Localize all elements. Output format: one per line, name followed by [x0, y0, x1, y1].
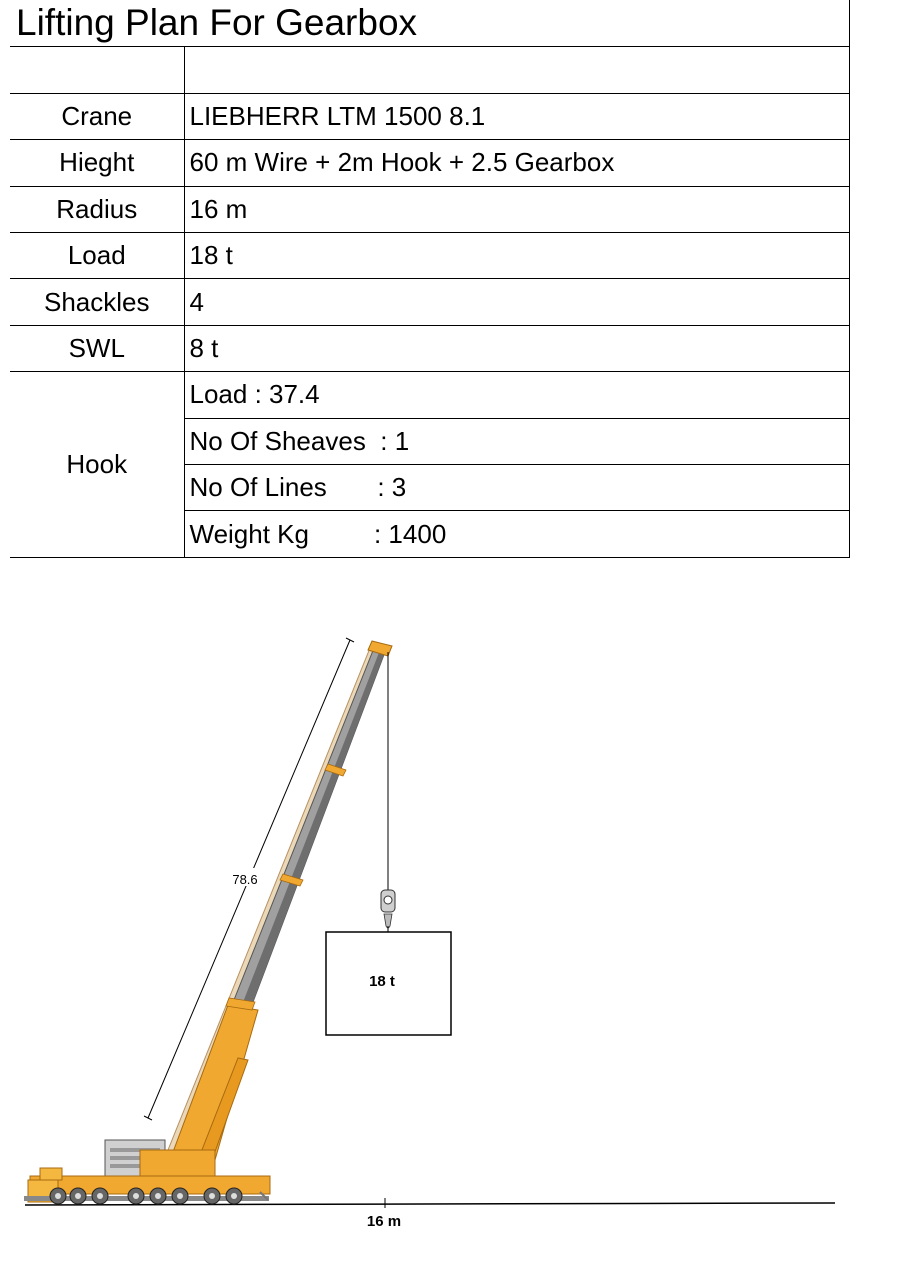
radius-label: Radius: [10, 186, 184, 232]
table-row: [10, 186, 850, 232]
load-value: 18 t: [184, 233, 850, 279]
table-row: [10, 47, 850, 93]
hook-label: Hook: [10, 372, 184, 558]
swl-label: SWL: [10, 325, 184, 371]
load-label: Load: [10, 233, 184, 279]
shackles-label: Shackles: [10, 279, 184, 325]
dimension-tick-top: [346, 638, 354, 642]
swl-value: 8 t: [184, 325, 850, 371]
table-cell-label: [10, 47, 184, 93]
lifting-plan-table: [10, 47, 850, 558]
boom-length-label: 78.6: [232, 872, 258, 887]
table-row: [10, 233, 850, 279]
radius-value: 16 m: [184, 186, 850, 232]
ground-line: [25, 1203, 835, 1205]
height-value: 60 m Wire + 2m Hook + 2.5 Gearbox: [184, 140, 850, 186]
table-row: [10, 279, 850, 325]
height-label: Hieght: [10, 140, 184, 186]
table-row: [10, 372, 850, 418]
hook-weight-value: Weight Kg : 1400: [184, 511, 850, 557]
hook-block-icon: [381, 890, 395, 928]
radius-label: 16 m: [366, 1213, 402, 1230]
crane-value: LIEBHERR LTM 1500 8.1: [184, 93, 850, 139]
shackles-value: 4: [184, 279, 850, 325]
load-box-label: 18 t: [369, 973, 395, 990]
hook-sheaves-value: No Of Sheaves : 1: [184, 418, 850, 464]
page-title: Lifting Plan For Gearbox: [16, 2, 418, 43]
crane-label: Crane: [10, 93, 184, 139]
title-row: [10, 0, 850, 47]
table-row: [10, 325, 850, 371]
hook-lines-value: No Of Lines : 3: [184, 465, 850, 511]
dimension-tick-bottom: [144, 1116, 152, 1120]
table-row: [10, 140, 850, 186]
hook-load-value: Load : 37.4: [184, 372, 850, 418]
table-cell-value: [184, 47, 850, 93]
crane-lift-diagram: [0, 570, 922, 1280]
table-row: [10, 93, 850, 139]
